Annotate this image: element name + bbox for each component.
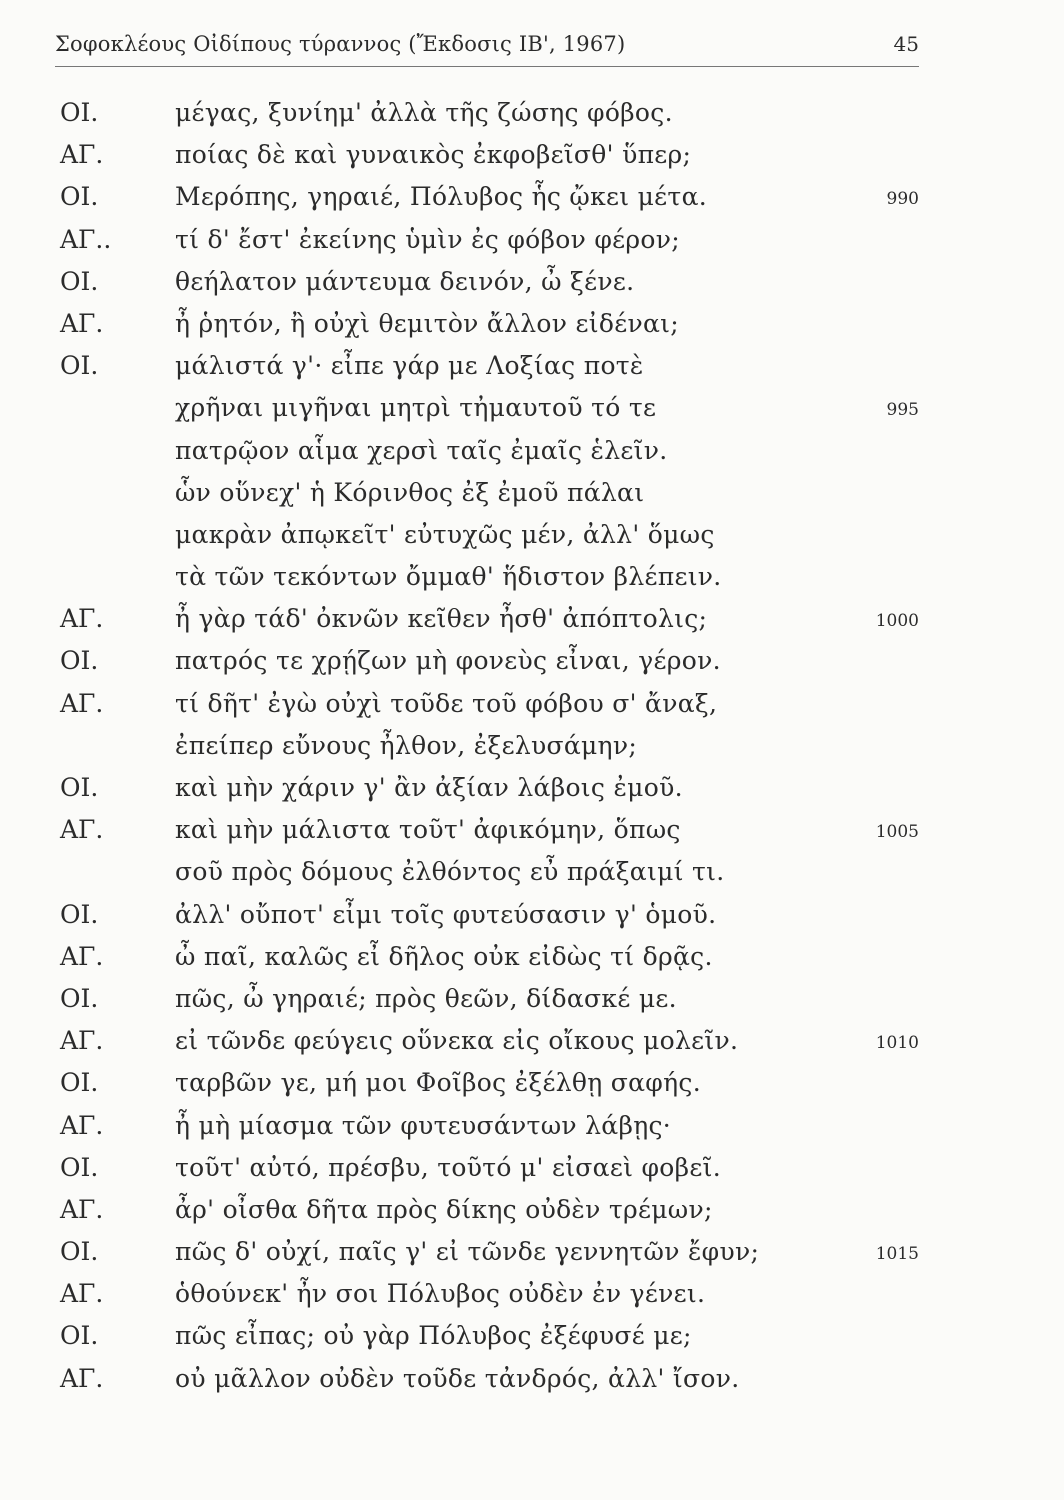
- verse-text-line: ποίας δὲ καὶ γυναικὸς ἐκφοβεῖσθ' ὕπερ;: [175, 140, 692, 170]
- verse-line: [0, 351, 1064, 393]
- speaker-label: ΑΓ.: [60, 1194, 104, 1224]
- verse-line: [0, 1237, 1064, 1279]
- verse-line: [0, 1026, 1064, 1068]
- speaker-label: ΟΙ.: [60, 266, 99, 296]
- verse-line: [0, 815, 1064, 857]
- line-number: 1010: [875, 1033, 919, 1054]
- speaker-label: ΟΙ.: [60, 646, 99, 676]
- verse-text-line: πατρός τε χρῄζων μὴ φονεὺς εἶναι, γέρον.: [175, 646, 721, 676]
- speaker-label: ΟΙ.: [60, 773, 99, 802]
- verse-text-line: τὰ τῶν τεκόντων ὄμμαθ' ἥδιστον βλέπειν.: [175, 562, 722, 592]
- verse-text-line: ταρβῶν γε, μή μοι Φοῖβος ἐξέλθῃ σαφής.: [175, 1068, 701, 1098]
- speaker-label: ΟΙ.: [60, 351, 99, 381]
- verse-text-line: ἦ γὰρ τάδ' ὀκνῶν κεῖθεν ἦσθ' ἀπόπτολις;: [175, 604, 708, 634]
- speaker-label: ΑΓ.: [60, 308, 104, 338]
- verse-text-line: ἀλλ' οὔποτ' εἶμι τοῖς φυτεύσασιν γ' ὁμοῦ.: [175, 899, 717, 929]
- line-number: 990: [886, 189, 919, 210]
- verse-line: [0, 309, 1064, 351]
- speaker-label: ΟΙ.: [60, 899, 99, 929]
- verse-line: [0, 646, 1064, 688]
- verse-line: [0, 773, 1064, 815]
- verse-line: [0, 1279, 1064, 1321]
- verse-text-line: τί δῆτ' ἐγὼ οὐχὶ τοῦδε τοῦ φόβου σ' ἄναξ,: [175, 688, 718, 718]
- speaker-label: ΟΙ.: [60, 1237, 99, 1267]
- verse-text-line: μάλιστά γ'· εἶπε γάρ με Λοξίας ποτὲ: [175, 351, 644, 381]
- speaker-label: ΟΙ.: [60, 182, 99, 212]
- verse-text-line: τοῦτ' αὐτό, πρέσβυ, τοῦτό μ' εἰσαεὶ φοβεῖ.: [175, 1152, 721, 1182]
- speaker-label: ΟΙ.: [60, 1321, 99, 1351]
- speaker-label: ΟΙ.: [60, 1152, 99, 1182]
- verse-line: [0, 689, 1064, 731]
- verse-line: [0, 900, 1064, 942]
- verse-text-line: πῶς δ' οὐχί, παῖς γ' εἰ τῶνδε γεννητῶν ἔφυν;: [175, 1237, 760, 1267]
- verse-text-line: ὁθούνεκ' ἦν σοι Πόλυβος οὐδὲν ἐν γένει.: [175, 1279, 706, 1309]
- running-title: Σοφοκλέους Οἰδίπους τύραννος (Ἔκδοσις ΙΒ', 1967): [55, 32, 626, 56]
- speaker-label: ΑΓ.: [60, 604, 104, 634]
- speaker-label: ΟΙ.: [60, 1068, 99, 1098]
- line-number: 1015: [875, 1244, 919, 1265]
- verse-line: [0, 1364, 1064, 1406]
- verse-line: [0, 182, 1064, 224]
- verse-text: [0, 98, 1064, 1406]
- verse-text-line: πατρῷον αἷμα χερσὶ ταῖς ἐμαῖς ἑλεῖν.: [175, 435, 668, 465]
- verse-text-line: ἦ μὴ μίασμα τῶν φυτευσάντων λάβῃς·: [175, 1110, 672, 1140]
- verse-text-line: σοῦ πρὸς δόμους ἐλθόντος εὖ πράξαιμί τι.: [175, 857, 725, 887]
- line-number: 1005: [875, 822, 919, 843]
- verse-text-line: εἰ τῶνδε φεύγεις οὕνεκα εἰς οἴκους μολεῖν.: [175, 1026, 739, 1056]
- verse-text-line: ὦ παῖ, καλῶς εἶ δῆλος οὐκ εἰδὼς τί δρᾷς.: [175, 941, 713, 971]
- verse-text-line: τί δ' ἔστ' ἐκείνης ὑμὶν ἐς φόβον φέρον;: [175, 224, 680, 254]
- speaker-label: ΑΓ..: [60, 224, 112, 254]
- page-number: 45: [893, 32, 919, 56]
- verse-text-line: καὶ μὴν μάλιστα τοῦτ' ἀφικόμην, ὅπως: [175, 815, 681, 845]
- verse-text-line: μέγας, ξυνίημ' ἀλλὰ τῆς ζώσης φόβος.: [175, 98, 673, 127]
- verse-text-line: Μερόπης, γηραιέ, Πόλυβος ἧς ᾤκει μέτα.: [175, 182, 707, 212]
- verse-line: [0, 1068, 1064, 1110]
- verse-text-line: ὧν οὕνεχ' ἡ Κόρινθος ἐξ ἐμοῦ πάλαι: [175, 477, 645, 507]
- verse-text-line: ἐπείπερ εὔνους ἦλθον, ἐξελυσάμην;: [175, 730, 638, 760]
- speaker-label: ΑΓ.: [60, 1110, 104, 1140]
- verse-text-line: χρῆναι μιγῆναι μητρὶ τἠμαυτοῦ τό τε: [175, 393, 657, 423]
- speaker-label: ΑΓ.: [60, 1363, 104, 1393]
- running-header: [55, 26, 919, 66]
- verse-line: [0, 1321, 1064, 1363]
- verse-line: [0, 520, 1064, 562]
- speaker-label: ΑΓ.: [60, 1279, 104, 1309]
- verse-line: [0, 984, 1064, 1026]
- verse-line: [0, 1111, 1064, 1153]
- line-number: 1000: [875, 611, 919, 632]
- speaker-label: ΟΙ.: [60, 983, 99, 1013]
- speaker-label: ΟΙ.: [60, 98, 99, 127]
- verse-text-line: ἆρ' οἶσθα δῆτα πρὸς δίκης οὐδὲν τρέμων;: [175, 1194, 713, 1224]
- speaker-label: ΑΓ.: [60, 815, 104, 845]
- verse-line: [0, 562, 1064, 604]
- verse-line: [0, 604, 1064, 646]
- verse-line: [0, 140, 1064, 182]
- verse-text-line: μακρὰν ἀπῳκεῖτ' εὐτυχῶς μέν, ἀλλ' ὅμως: [175, 519, 715, 549]
- header-rule: [55, 66, 919, 67]
- verse-line: [0, 393, 1064, 435]
- verse-line: [0, 267, 1064, 309]
- verse-line: [0, 98, 1064, 140]
- verse-text-line: πῶς εἶπας; οὐ γὰρ Πόλυβος ἐξέφυσέ με;: [175, 1321, 692, 1351]
- verse-line: [0, 857, 1064, 899]
- verse-line: [0, 942, 1064, 984]
- verse-line: [0, 731, 1064, 773]
- speaker-label: ΑΓ.: [60, 941, 104, 971]
- verse-text-line: οὐ μᾶλλον οὐδὲν τοῦδε τἀνδρός, ἀλλ' ἴσον.: [175, 1363, 740, 1393]
- verse-text-line: ἦ ῥητόν, ἢ οὐχὶ θεμιτὸν ἄλλον εἰδέναι;: [175, 308, 679, 338]
- speaker-label: ΑΓ.: [60, 140, 104, 170]
- verse-text-line: καὶ μὴν χάριν γ' ἂν ἀξίαν λάβοις ἐμοῦ.: [175, 773, 683, 802]
- verse-line: [0, 478, 1064, 520]
- verse-line: [0, 1153, 1064, 1195]
- verse-text-line: θεήλατον μάντευμα δεινόν, ὦ ξένε.: [175, 266, 635, 296]
- verse-line: [0, 1195, 1064, 1237]
- verse-text-line: πῶς, ὦ γηραιέ; πρὸς θεῶν, δίδασκέ με.: [175, 983, 677, 1013]
- verse-line: [0, 436, 1064, 478]
- line-number: 995: [886, 400, 919, 421]
- verse-line: [0, 225, 1064, 267]
- speaker-label: ΑΓ.: [60, 1026, 104, 1056]
- speaker-label: ΑΓ.: [60, 688, 104, 718]
